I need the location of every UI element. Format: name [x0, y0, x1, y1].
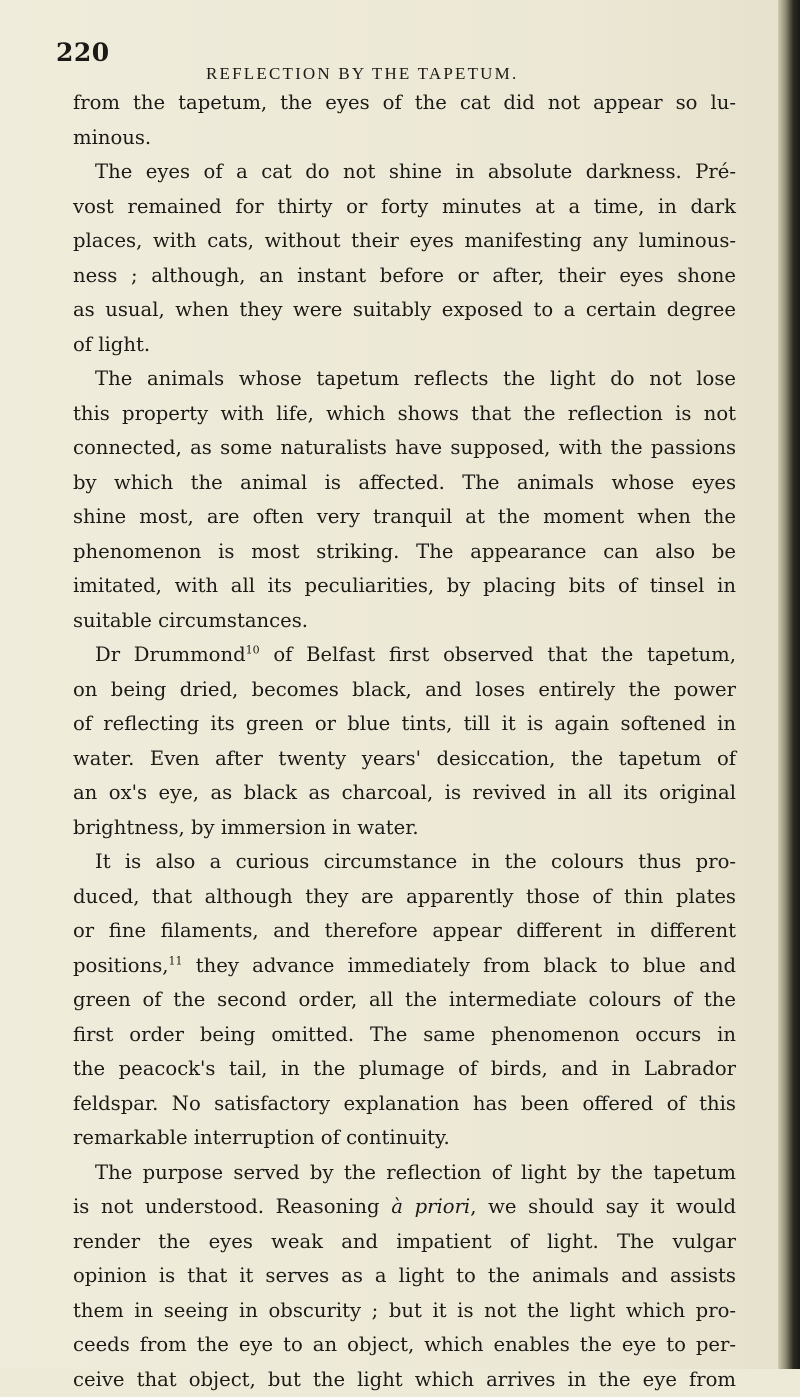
text-line: water. Even after twenty years' desiccation, the tapetum of — [73, 742, 736, 777]
text-line: first order being omitted. The same phenomenon occurs in — [73, 1018, 736, 1053]
text-line: an ox's eye, as black as charcoal, is revived in all its original — [73, 776, 736, 811]
text-line-with-footnote — [73, 638, 736, 673]
text-line: The eyes of a cat do not shine in absolute darkness. Pré- — [73, 155, 736, 190]
text-line: ness ; although, an instant before or after, their eyes shone — [73, 259, 736, 294]
text-line: It is also a curious circumstance in the colours thus pro- — [73, 845, 736, 880]
text-line: green of the second order, all the intermediate colours of the — [73, 983, 736, 1018]
text-line: vost remained for thirty or forty minutes at a time, in dark — [73, 190, 736, 225]
running-head: REFLECTION BY THE TAPETUM. — [206, 64, 518, 84]
text-line: remarkable interruption of continuity. — [73, 1121, 736, 1156]
text-line: opinion is that it serves as a light to the animals and assists — [73, 1259, 736, 1294]
text-line: minous. — [73, 121, 736, 156]
text-line: them in seeing in obscurity ; but it is not the light which pro- — [73, 1294, 736, 1329]
text-fragment: they advance immediately from black to blue and — [183, 954, 736, 977]
text-fragment: Dr Drummond — [95, 643, 246, 666]
text-line: brightness, by immersion in water. — [73, 811, 736, 846]
text-fragment: is not understood. Reasoning — [73, 1195, 391, 1218]
text-line: connected, as some naturalists have supposed, with the passions — [73, 431, 736, 466]
text-line-with-footnote — [73, 949, 736, 984]
text-line: shine most, are often very tranquil at the moment when the — [73, 500, 736, 535]
text-line: duced, that although they are apparently those of thin plates — [73, 880, 736, 915]
text-line: as usual, when they were suitably exposed to a certain degree — [73, 293, 736, 328]
page-number: 220 — [56, 38, 110, 67]
text-line: ceive that object, but the light which arrives in the eye from — [73, 1363, 736, 1397]
text-line: feldspar. No satisfactory explanation has been offered of this — [73, 1087, 736, 1122]
body-text — [73, 86, 736, 1397]
page-edge-shadow — [778, 0, 800, 1369]
text-line: of light. — [73, 328, 736, 363]
text-line: by which the animal is affected. The animals whose eyes — [73, 466, 736, 501]
text-fragment: , we should say it would — [470, 1195, 736, 1218]
text-line: places, with cats, without their eyes manifesting any luminous- — [73, 224, 736, 259]
text-fragment: positions, — [73, 954, 169, 977]
italic-phrase: à priori — [391, 1195, 470, 1218]
text-line: this property with life, which shows that the reflection is not — [73, 397, 736, 432]
text-line: render the eyes weak and impatient of light. The vulgar — [73, 1225, 736, 1260]
text-line: on being dried, becomes black, and loses entirely the power — [73, 673, 736, 708]
text-line: The animals whose tapetum reflects the light do not lose — [73, 362, 736, 397]
text-line: phenomenon is most striking. The appearance can also be — [73, 535, 736, 570]
text-line: of reflecting its green or blue tints, till it is again softened in — [73, 707, 736, 742]
text-line: suitable circumstances. — [73, 604, 736, 639]
footnote-ref-11: 11 — [169, 954, 183, 967]
text-line-with-italic — [73, 1190, 736, 1225]
text-line: ceeds from the eye to an object, which enables the eye to per- — [73, 1328, 736, 1363]
footnote-ref-10: 10 — [246, 643, 260, 656]
text-line: or fine filaments, and therefore appear different in different — [73, 914, 736, 949]
page-header — [56, 38, 746, 78]
text-line: the peacock's tail, in the plumage of birds, and in Labrador — [73, 1052, 736, 1087]
text-fragment: of Belfast first observed that the tapetum, — [260, 643, 736, 666]
text-line: The purpose served by the reflection of light by the tapetum — [73, 1156, 736, 1191]
text-line: imitated, with all its peculiarities, by placing bits of tinsel in — [73, 569, 736, 604]
text-line: from the tapetum, the eyes of the cat did not appear so lu- — [73, 86, 736, 121]
